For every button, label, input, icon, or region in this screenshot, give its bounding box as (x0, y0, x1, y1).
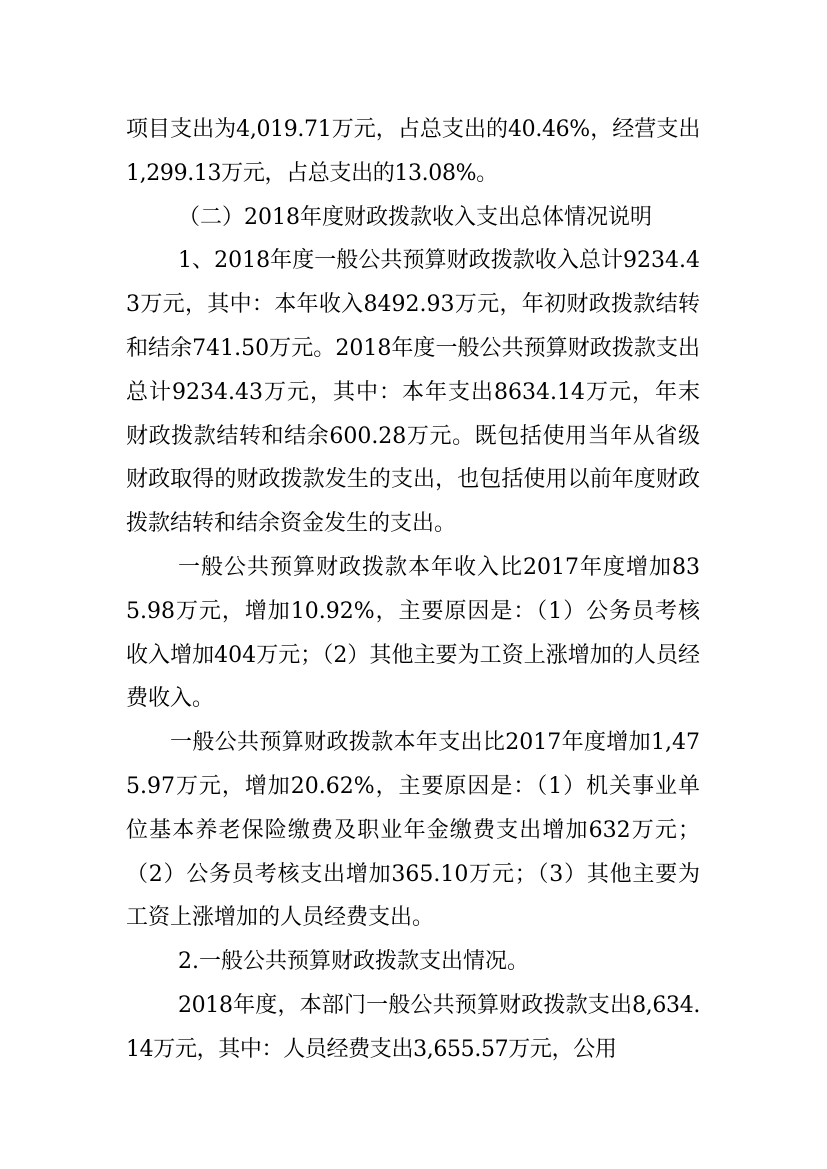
paragraph-income-increase: 一般公共预算财政拨款本年收入比2017年度增加835.98万元，增加10.92%，主要原因是：（1）公务员考核收入增加404万元；（2）其他主要为工资上涨增加的人员经费收入。 (126, 554, 700, 712)
paragraph-expenditure-summary: 项目支出为4,019.71万元，占总支出的40.46%，经营支出1,299.13万元，占总支出的13.08%。 (126, 117, 700, 186)
paragraph-total-income-expenditure: 1、2018年度一般公共预算财政拨款收入总计9234.43万元，其中：本年收入8492.93万元，年初财政拨款结转和结余741.50万元。2018年度一般公共预算财政拨款支出总计9234.43万元，其中：本年支出8634.14万元，年末财政拨款结转和结余600.28万元。既包括使用当年从省级财政取得的财政拨款发生的支出，也包括使用以前年度财政拨款结转和结余资金发生的支出。 (126, 248, 700, 537)
section-heading-fiscal-appropriation: （二）2018年度财政拨款收入支出总体情况说明 (178, 204, 652, 230)
document-page (126, 108, 700, 1072)
subheading-general-budget-expenditure: 2.一般公共预算财政拨款支出情况。 (178, 949, 529, 975)
paragraph-expenditure-increase: 一般公共预算财政拨款本年支出比2017年度增加1,475.97万元，增加20.62%，主要原因是：（1）机关事业单位基本养老保险缴费及职业年金缴费支出增加632万元；（2）公务员考核支出增加365.10万元；（3）其他主要为工资上涨增加的人员经费支出。 (126, 730, 700, 931)
paragraph-2018-expenditure: 2018年度，本部门一般公共预算财政拨款支出8,634.14万元，其中：人员经费支出3,655.57万元，公用 (126, 992, 700, 1062)
